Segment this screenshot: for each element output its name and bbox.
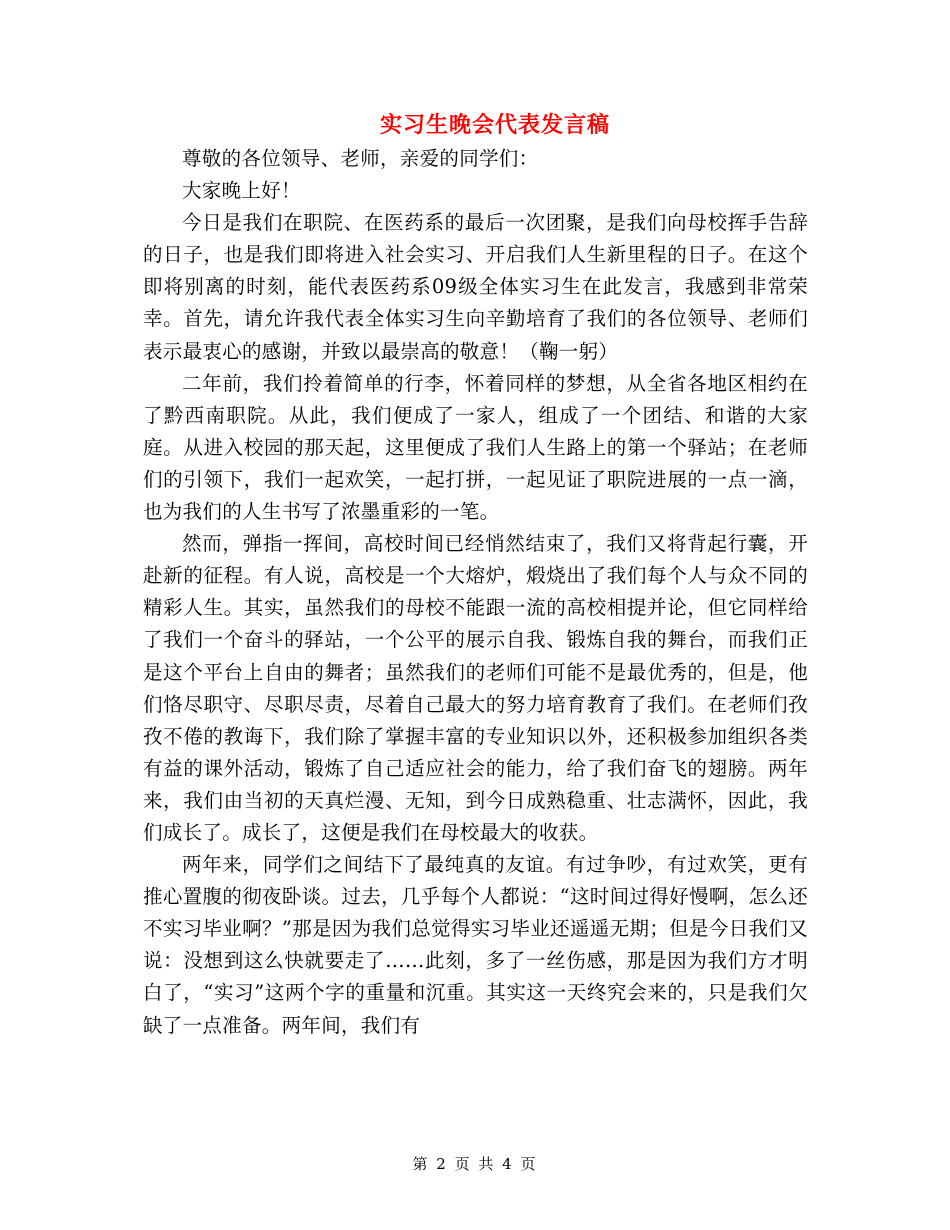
greeting: 大家晚上好！ [182, 179, 301, 203]
salutation: 尊敬的各位领导、老师，亲爱的同学们： [182, 147, 539, 170]
paragraph-1: 今日是我们在职院、在医药系的最后一次团聚，是我们向母校挥手告辞的日子，也是我们即将进入社会实习、开启我们人生新里程的日子。在这个即将别离的时刻，能代表医药系09级全体实习生在此发言，我感到非常荣幸。首先，请允许我代表全体实习生向辛勤培育了我们的各位领导、老师们表示最衷心的感谢，并致以最崇高的敬意！（鞠一躬） [143, 211, 808, 363]
paragraph-2: 二年前，我们拎着简单的行李，怀着同样的梦想，从全省各地区相约在了黔西南职院。从此，我们便成了一家人，组成了一个团结、和谐的大家庭。从进入校园的那天起，这里便成了我们人生路上的第一个驿站；在老师们的引领下，我们一起欢笑，一起打拼，一起见证了职院进展的一点一滴，也为我们的人生书写了浓墨重彩的一笔。 [143, 371, 808, 524]
document-body [143, 143, 808, 1042]
document-title: 实习生晚会代表发言稿 [379, 112, 610, 138]
page-number-footer: 第 2 页 共 4 页 [412, 1155, 538, 1173]
paragraph-4: 两年来，同学们之间结下了最纯真的友谊。有过争吵，有过欢笑，更有推心置腹的彻夜卧谈。过去，几乎每个人都说：“这时间过得好慢啊，怎么还不实习毕业啊？”那是因为我们总觉得实习毕业还遥遥无期；但是今日我们又说：没想到这么快就要走了……此刻，多了一丝伤感，那是因为我们方才明白了，“实习”这两个字的重量和沉重。其实这一天终究会来的，只是我们欠缺了一点准备。两年间，我们有 [143, 853, 808, 1037]
paragraph-3: 然而，弹指一挥间，高校时间已经悄然结束了，我们又将背起行囊，开赴新的征程。有人说，高校是一个大熔炉，煅烧出了我们每个人与众不同的精彩人生。其实，虽然我们的母校不能跟一流的高校相提并论，但它同样给了我们一个奋斗的驿站，一个公平的展示自我、锻炼自我的舞台，而我们正是这个平台上自由的舞者；虽然我们的老师们可能不是最优秀的，但是，他们恪尽职守、尽职尽责，尽着自己最大的努力培育教育了我们。在老师们孜孜不倦的教诲下，我们除了掌握丰富的专业知识以外，还积极参加组织各类有益的课外活动，锻炼了自己适应社会的能力，给了我们奋飞的翅膀。两年来，我们由当初的天真烂漫、无知，到今日成熟稳重、壮志满怀，因此，我们成长了。成长了，这便是我们在母校最大的收获。 [143, 532, 808, 844]
